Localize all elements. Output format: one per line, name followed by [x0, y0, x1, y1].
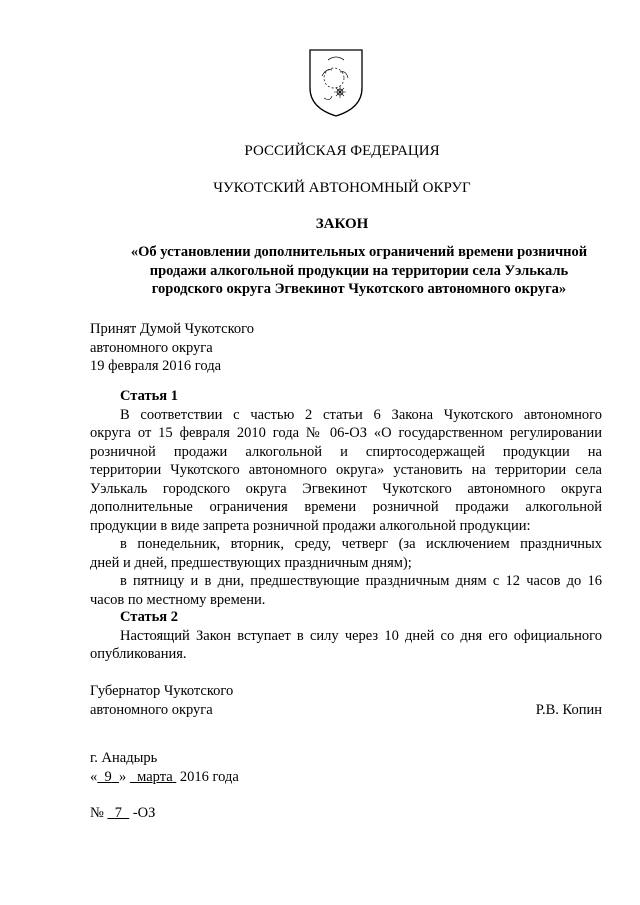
article-1-line: дополнительные ограничения времени розничной продажи алкогольной — [90, 499, 602, 515]
date-close-quote: » — [119, 768, 127, 785]
article-1-line: продукции в виде запрета розничной продажи алкогольной продукции: — [90, 517, 531, 534]
signing-date — [90, 768, 602, 787]
city: г. Анадырь — [90, 750, 158, 766]
article-1-heading: Статья 1 — [120, 388, 178, 404]
law-title-line: продажи алкогольной продукции на территории села Уэлькаль — [149, 262, 569, 279]
region-heading: ЧУКОТСКИЙ АВТОНОМНЫЙ ОКРУГ — [213, 180, 471, 196]
law-number — [90, 804, 602, 823]
date-month: марта — [137, 768, 173, 785]
date-year: 2016 года — [176, 768, 239, 785]
signature-block — [90, 682, 602, 719]
country-heading: РОССИЙСКАЯ ФЕДЕРАЦИЯ — [244, 143, 440, 159]
place-and-date — [90, 749, 602, 786]
adoption-note — [90, 320, 602, 376]
article-1-line: территории Чукотского автономного округа» установить на территории села — [90, 462, 602, 478]
article-1 — [90, 387, 602, 609]
article-1-line: розничной продажи алкогольной и спиртосодержащей продукции на — [90, 443, 602, 460]
article-2-heading: Статья 2 — [120, 609, 178, 625]
article-2 — [90, 608, 602, 664]
number-prefix: № — [90, 805, 108, 821]
article-1-line: часов по местному времени. — [90, 591, 266, 608]
article-1-line: Уэлькаль городского округа Эгвекинот Чукотского автономного округа — [90, 480, 602, 497]
signatory-name: Р.В. Копин — [535, 701, 602, 718]
number-value: 7 — [114, 805, 122, 821]
coat-of-arms-emblem — [306, 46, 366, 118]
article-1-line: В соответствии с частью 2 статьи 6 Закона Чукотского автономного — [120, 406, 602, 423]
number-suffix: -ОЗ — [129, 805, 156, 821]
law-title — [108, 243, 610, 299]
adoption-line: Принят Думой Чукотского — [90, 321, 255, 337]
article-1-line: в понедельник, вторник, среду, четверг (за исключением праздничных — [120, 536, 602, 552]
adoption-date: 19 февраля 2016 года — [90, 358, 222, 374]
article-2-line: Настоящий Закон вступает в силу через 10 дней со дня его официального — [120, 627, 602, 644]
law-title-line: городского округа Эгвекинот Чукотского автономного округа» — [151, 281, 567, 297]
article-2-line: опубликования. — [90, 646, 187, 662]
adoption-line: автономного округа — [90, 339, 213, 356]
article-1-line: округа от 15 февраля 2010 года № 06-ОЗ «О государственном регулировании — [90, 425, 602, 441]
signatory-title: Губернатор Чукотского — [90, 683, 234, 699]
signatory-title: автономного округа — [90, 701, 213, 718]
law-title-line: «Об установлении дополнительных ограничений времени розничной — [130, 244, 588, 260]
document-type-heading: ЗАКОН — [315, 216, 369, 232]
article-1-line: в пятницу и в дни, предшествующие праздничным дням с 12 часов до 16 — [120, 573, 602, 589]
date-day: 9 — [104, 768, 112, 785]
article-1-line: дней и дней, предшествующих праздничным дням); — [90, 554, 412, 571]
date-open-quote: « — [90, 768, 98, 785]
